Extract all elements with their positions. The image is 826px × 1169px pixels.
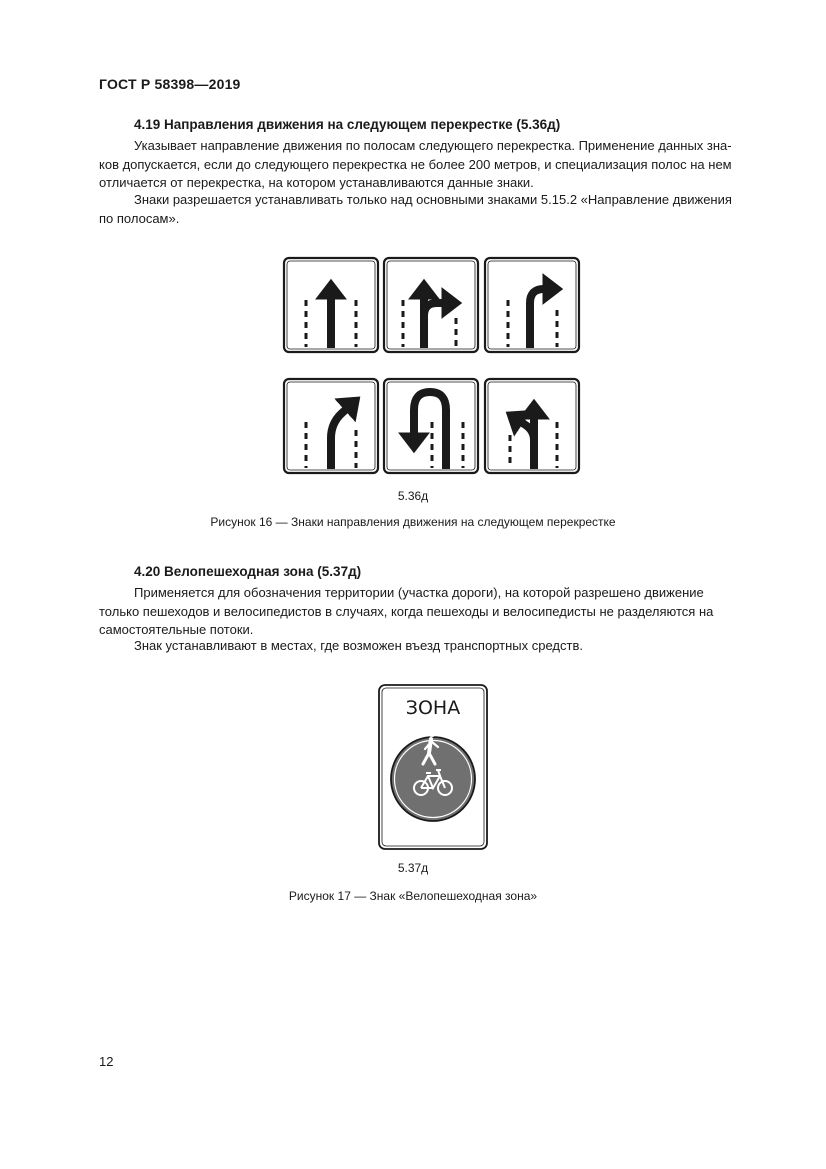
sign-5-36d-label: 5.36д xyxy=(397,489,429,503)
sign-u-turn-icon xyxy=(384,379,478,473)
sign-straight-icon xyxy=(284,258,378,352)
paragraph-line: по полосам». xyxy=(99,210,180,226)
sign-straight-or-right-icon xyxy=(384,258,478,352)
section-4-20-heading: 4.20 Велопешеходная зона (5.37д) xyxy=(134,564,362,579)
paragraph-line: Указывает направление движения по полосам следующего перекрестка. Применение данных зна- xyxy=(134,138,732,153)
paragraph-line: Знаки разрешается устанавливать только над основными знаками 5.15.2 «Направление движения xyxy=(134,192,732,207)
section-4-19-heading: 4.19 Направления движения на следующем перекрестке (5.36д) xyxy=(134,117,561,132)
paragraph-line: отличается от перекрестка, на котором устанавливаются данные знаки. xyxy=(99,175,534,190)
lane-signs-figure xyxy=(0,250,826,490)
paragraph-line: самостоятельные потоки. xyxy=(99,622,254,637)
section-4-19-paragraph-1 xyxy=(99,137,770,193)
zone-sign xyxy=(378,684,488,850)
page-number: 12 xyxy=(99,1054,114,1069)
sign-5-37d-label: 5.37д xyxy=(397,861,429,875)
figure-17-caption: Рисунок 17 — Знак «Велопешеходная зона» xyxy=(288,889,538,903)
section-4-19-paragraph-2 xyxy=(99,191,770,228)
document-code: ГОСТ Р 58398—2019 xyxy=(99,76,241,92)
zone-sign-text: ЗОНА xyxy=(405,697,461,719)
sign-straight-or-left-icon xyxy=(485,379,579,473)
figure-16-caption: Рисунок 16 — Знаки направления движения на следующем перекрестке xyxy=(210,515,616,529)
paragraph-line: только пешеходов и велосипедистов в случаях, когда пешеходы и велосипедисты не разделяются на xyxy=(99,603,714,619)
paragraph-line: Применяется для обозначения территории (участка дороги), на которой разрешено движение xyxy=(134,585,704,600)
sign-right-turn-icon xyxy=(485,258,579,352)
section-4-20-paragraph-1 xyxy=(99,584,770,640)
paragraph-line: ков допускается, если до следующего перекрестка не более 200 метров, и специализация полос на нем xyxy=(99,156,732,172)
sign-bear-right-icon xyxy=(284,379,378,473)
section-4-20-paragraph-2: Знак устанавливают в местах, где возможен въезд транспортных средств. xyxy=(134,638,583,653)
